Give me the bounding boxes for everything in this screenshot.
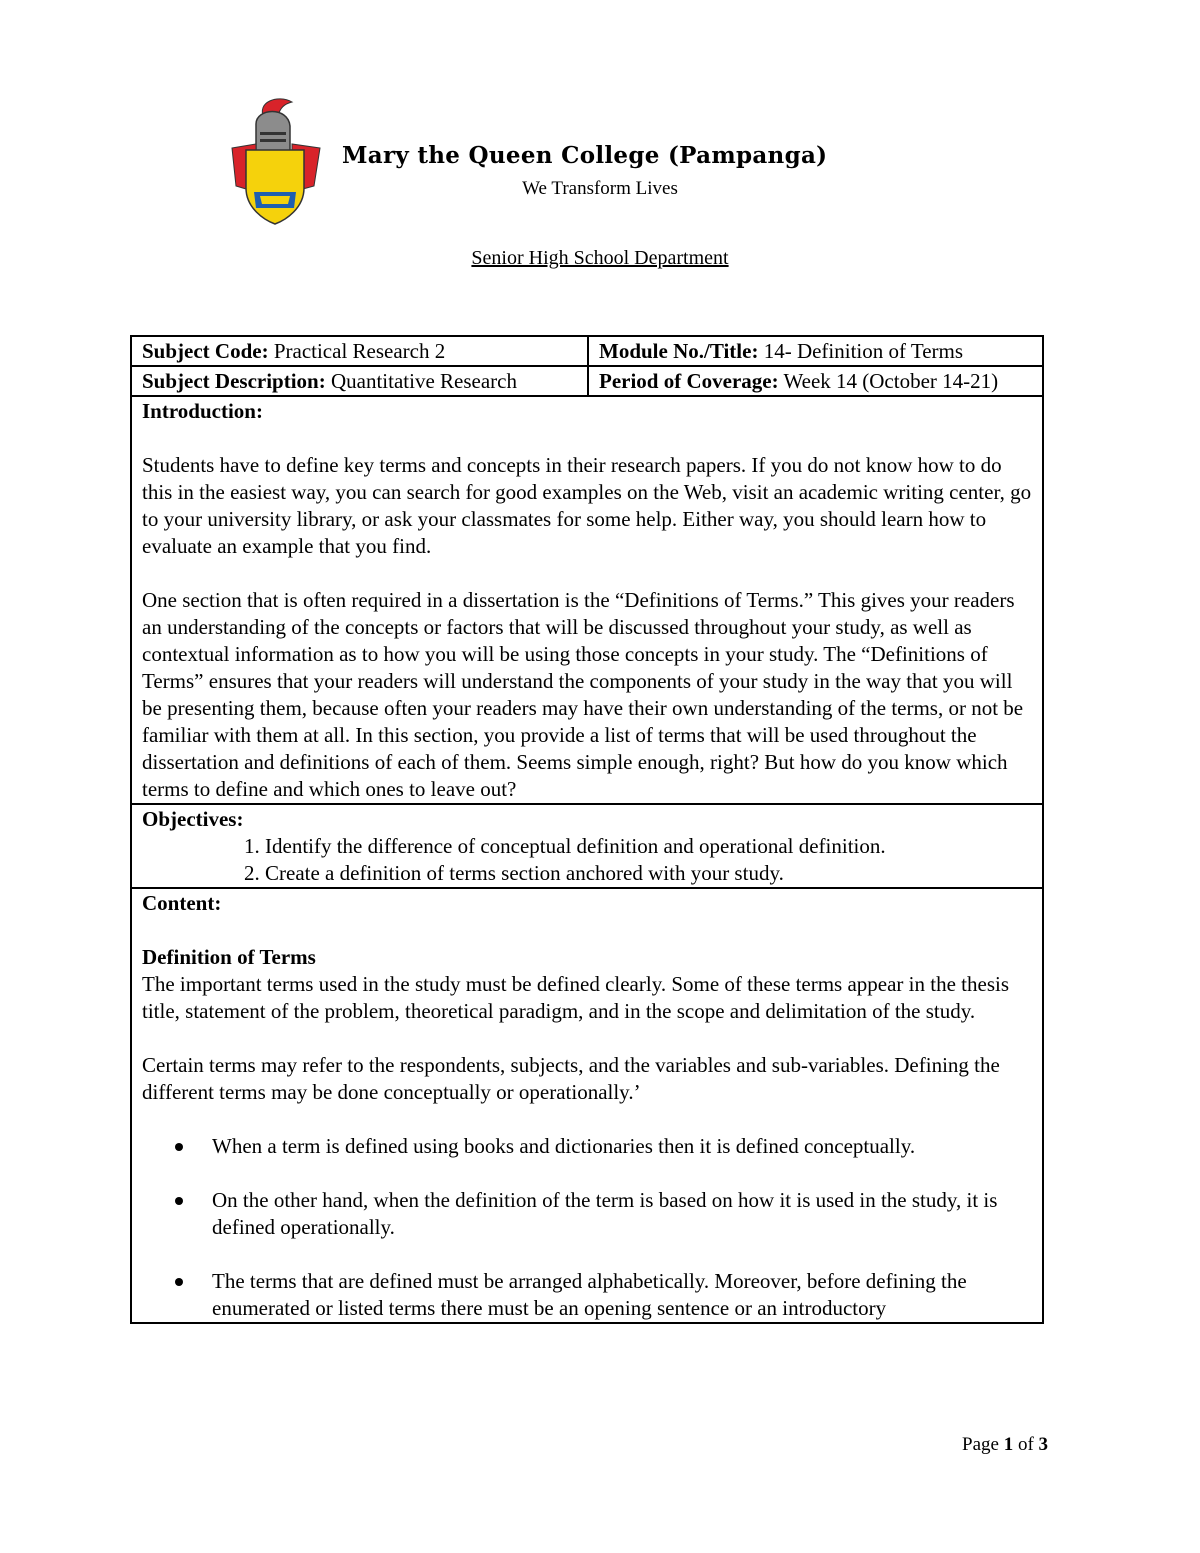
- introduction-cell: [131, 396, 1043, 804]
- table-row: [131, 888, 1043, 1323]
- content-heading: Content:: [142, 891, 222, 915]
- page-label: Page: [962, 1434, 1004, 1455]
- subject-code-label: Subject Code:: [142, 339, 269, 363]
- table-row: [131, 396, 1043, 804]
- content-paragraph-1: The important terms used in the study must be defined clearly. Some of these terms appear in the thesis title, statement of the problem, theoretical paradigm, and in the scope and delimitation of the study.: [142, 972, 1009, 1023]
- bullet-text: When a term is defined using books and dictionaries then it is defined conceptually.: [212, 1134, 916, 1158]
- content-cell: [131, 888, 1043, 1323]
- page-number: [962, 1434, 1048, 1456]
- list-item: [142, 1187, 1032, 1241]
- subject-code-cell: [131, 336, 588, 366]
- objectives-cell: [131, 804, 1043, 888]
- subject-description-label: Subject Description:: [142, 369, 326, 393]
- bullet-icon: [175, 1278, 183, 1286]
- module-title-cell: [588, 336, 1043, 366]
- introduction-paragraph-2: One section that is often required in a dissertation is the “Definitions of Terms.” This gives your readers an understanding of the concepts or factors that will be discussed throughout your study, as well as contextual information as to how you will be using those concepts in your study. The “Definitions of Terms” ensures that your readers will understand the components of your study in the way that you will be presenting them, because often your readers may have their own understanding of the terms, or not be familiar with them at all. In this section, you provide a list of terms that will be used throughout the dissertation and definitions of each of them. Seems simple enough, right? But how do you know which terms to define and which ones to leave out?: [142, 588, 1024, 801]
- list-item: [142, 1133, 1032, 1160]
- list-item: [142, 1268, 1032, 1322]
- coverage-value: Week 14 (October 14-21): [778, 369, 999, 393]
- list-item: 1. Identify the difference of conceptual definition and operational definition.: [244, 834, 886, 858]
- department-title: Senior High School Department: [471, 247, 729, 269]
- subject-description-value: Quantitative Research: [325, 369, 517, 393]
- table-row: [131, 366, 1043, 396]
- subject-description-cell: [131, 366, 588, 396]
- bullet-icon: [175, 1143, 183, 1151]
- college-logo: [226, 96, 326, 226]
- coverage-cell: [588, 366, 1043, 396]
- page-current: 1: [1003, 1434, 1014, 1455]
- module-table: [130, 335, 1044, 1324]
- content-paragraph-2: Certain terms may refer to the respondents, subjects, and the variables and sub-variables. Defining the different terms may be done conceptually or operationally.’: [142, 1053, 1000, 1104]
- module-title-label: Module No./Title:: [599, 339, 759, 363]
- subject-code-value: Practical Research 2: [268, 339, 446, 363]
- college-motto: We Transform Lives: [522, 178, 678, 199]
- list-item: 2. Create a definition of terms section anchored with your study.: [244, 861, 784, 885]
- content-bullet-list: [142, 1133, 1032, 1322]
- page-of: of: [1013, 1434, 1039, 1455]
- objectives-list: [142, 833, 1032, 887]
- bullet-text: On the other hand, when the definition of the term is based on how it is used in the study, it is defined operationally.: [212, 1188, 998, 1239]
- table-row: [131, 804, 1043, 888]
- content-subheading: Definition of Terms: [142, 945, 316, 969]
- introduction-paragraph-1: Students have to define key terms and concepts in their research papers. If you do not know how to do this in the easiest way, you can search for good examples on the Web, visit an academic writing center, go to your university library, or ask your classmates for some help. Either way, you should learn how to evaluate an example that you find.: [142, 453, 1032, 558]
- page-total: 3: [1038, 1434, 1049, 1455]
- objectives-heading: Objectives:: [142, 807, 244, 831]
- introduction-heading: Introduction:: [142, 399, 263, 423]
- college-name: Mary the Queen College (Pampanga): [342, 142, 828, 169]
- bullet-icon: [175, 1197, 183, 1205]
- bullet-text: The terms that are defined must be arranged alphabetically. Moreover, before defining the enumerated or listed terms there must be an opening sentence or an introductory: [212, 1269, 967, 1320]
- module-title-value: 14- Definition of Terms: [758, 339, 964, 363]
- table-row: [131, 336, 1043, 366]
- coverage-label: Period of Coverage:: [599, 369, 779, 393]
